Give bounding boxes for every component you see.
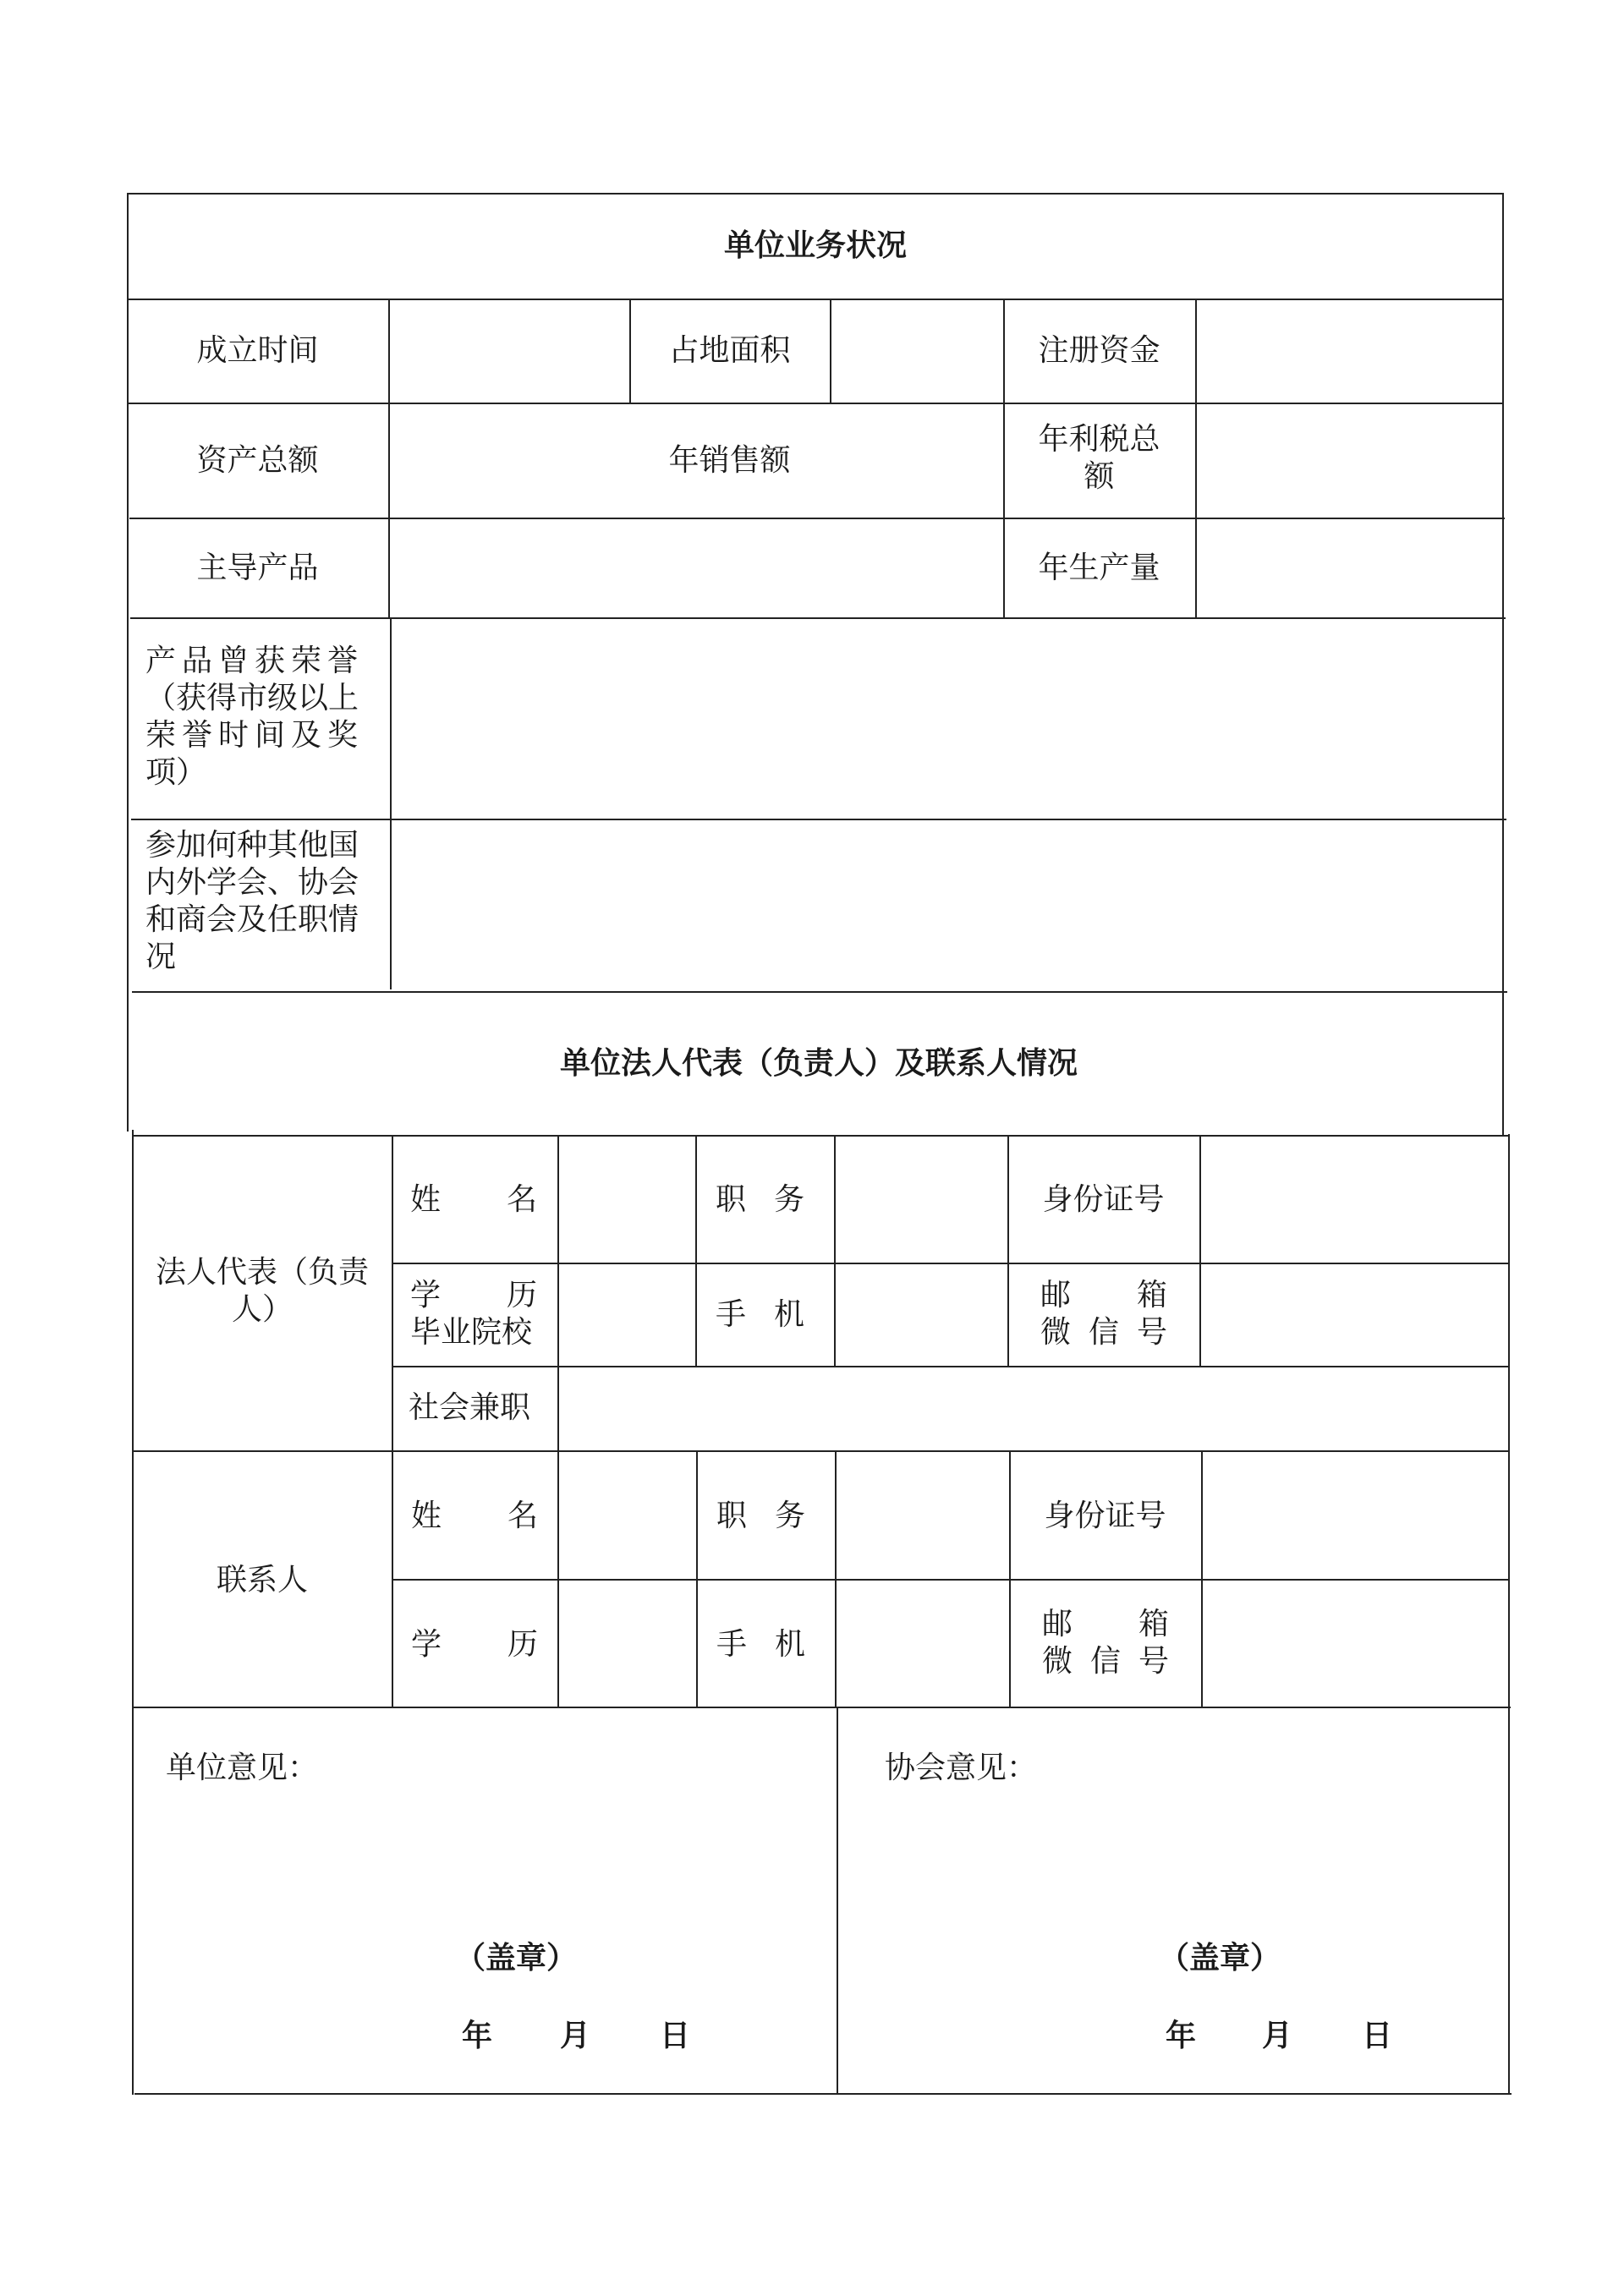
section-title-business: 单位业务状况	[723, 227, 907, 263]
rule	[128, 299, 1504, 300]
rule	[557, 1135, 559, 1707]
rule	[132, 991, 1507, 993]
label-social-position: 社会兼职	[409, 1390, 531, 1425]
label-assets: 资产总额	[196, 443, 319, 478]
date-month: 月	[560, 2018, 591, 2053]
rule	[835, 1450, 837, 1707]
rule	[129, 403, 1504, 404]
label-position: 职 务	[716, 1499, 805, 1533]
date-year: 年	[462, 2018, 493, 2053]
label-capital: 注册资金	[1038, 333, 1160, 368]
rule	[390, 617, 392, 989]
rule	[392, 1579, 1510, 1581]
label-output: 年生产量	[1038, 551, 1160, 585]
label-id-number: 身份证号	[1042, 1182, 1165, 1217]
rule	[392, 1263, 1509, 1264]
date-month: 月	[1262, 2018, 1293, 2053]
label-unit-opinion: 单位意见：	[166, 1751, 319, 1785]
label-education: 学 历 毕业院校	[410, 1278, 537, 1350]
label-contact: 联系人	[216, 1563, 308, 1597]
rule	[133, 1135, 1508, 1137]
rule	[392, 1135, 393, 1707]
rule	[131, 819, 1506, 820]
rule	[130, 617, 1506, 619]
rule	[1009, 1450, 1011, 1707]
date-day: 日	[660, 2018, 691, 2053]
rule	[695, 1135, 697, 1367]
label-association-opinion: 协会意见：	[885, 1751, 1038, 1785]
label-associations: 参加何种其他国 内外学会、协会 和商会及任职情 况	[145, 828, 359, 974]
label-phone: 手 机	[716, 1627, 805, 1662]
rule	[129, 518, 1505, 519]
rule	[134, 1707, 1511, 1708]
rule	[133, 1450, 1509, 1452]
rule	[392, 1366, 1509, 1367]
section-title-contacts: 单位法人代表（负责人）及联系人情况	[559, 1045, 1078, 1081]
date-day: 日	[1362, 2018, 1393, 2053]
label-tax: 年利税总 额	[1038, 422, 1160, 494]
label-id-number: 身份证号	[1044, 1499, 1166, 1533]
label-position: 职 务	[716, 1182, 804, 1217]
rule	[1502, 193, 1504, 1136]
seal-placeholder: （盖章）	[1158, 1940, 1281, 1975]
rule	[1199, 1135, 1201, 1367]
rule	[1007, 1135, 1009, 1367]
rule	[127, 193, 1504, 195]
rule	[1508, 1134, 1510, 2095]
label-email-wechat: 邮 箱 微 信 号	[1042, 1607, 1169, 1679]
rule	[834, 1135, 836, 1367]
rule	[1201, 1450, 1203, 1707]
label-area: 占地面积	[668, 333, 791, 368]
label-founded: 成立时间	[196, 333, 319, 368]
rule	[388, 299, 390, 618]
label-product: 主导产品	[196, 551, 319, 585]
rule	[1195, 299, 1197, 617]
rule	[696, 1450, 698, 1707]
label-sales: 年销售额	[668, 443, 791, 478]
label-phone: 手 机	[716, 1297, 804, 1332]
label-honors: 产品曾获荣誉 （获得市级以上 荣誉时间及奖 项）	[145, 644, 365, 790]
seal-placeholder: （盖章）	[454, 1940, 577, 1975]
label-name: 姓 名	[410, 1182, 537, 1217]
label-education: 学 历	[411, 1627, 538, 1662]
rule	[134, 2093, 1512, 2095]
label-name: 姓 名	[411, 1499, 538, 1533]
label-legal-rep: 法人代表（负责 人）	[155, 1255, 369, 1327]
rule	[830, 299, 831, 403]
rule	[837, 1707, 838, 2093]
label-email-wechat: 邮 箱 微 信 号	[1040, 1278, 1167, 1350]
date-year: 年	[1166, 2018, 1197, 2053]
